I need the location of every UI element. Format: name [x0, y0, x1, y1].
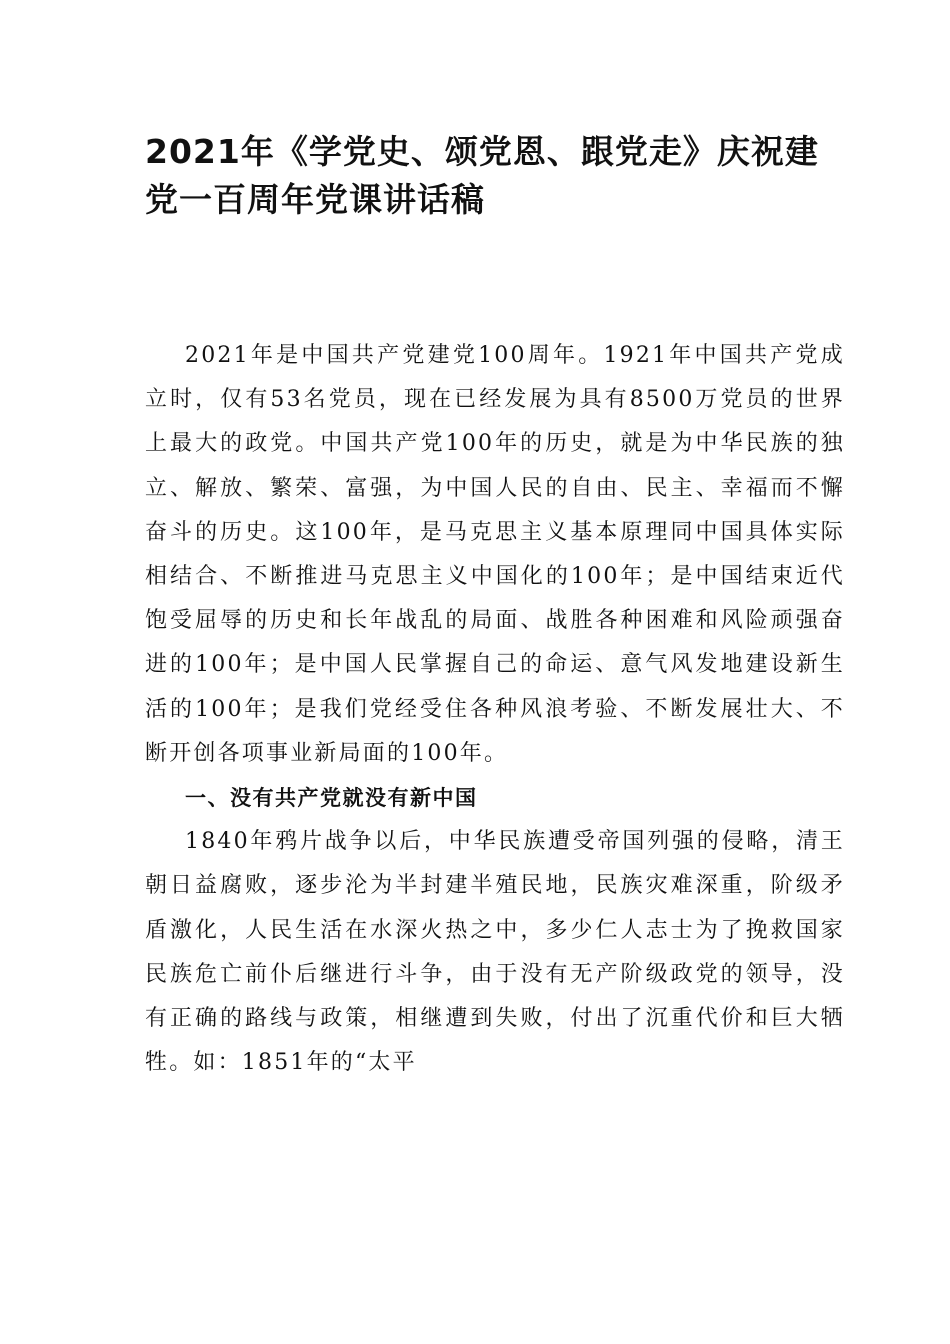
document-title: 2021年《学党史、颂党恩、跟党走》庆祝建党一百周年党课讲话稿 [145, 132, 819, 219]
intro-paragraph: 2021年是中国共产党建党100周年。1921年中国共产党成立时，仅有53名党员，现在已经发展为具有8500万党员的世界上最大的政党。中国共产党100年的历史，就是为中华民族的独立、解放、繁荣、富强，为中国人民的自由、民主、幸福而不懈奋斗的历史。这100年，是马克思主义基本原理同中国具体实际相结合、不断推进马克思主义中国化的100年；是中国结束近代饱受屈辱的历史和长年战乱的局面、战胜各种困难和风险顽强奋进的100年；是中国人民掌握自己的命运、意气风发地建设新生活的100年；是我们党经受住各种风浪考验、不断发展壮大、不断开创各项事业新局面的100年。 [145, 343, 845, 766]
section-heading: 一、没有共产党就没有新中国 [185, 786, 478, 811]
document-body [145, 334, 845, 1085]
section-paragraph: 1840年鸦片战争以后，中华民族遭受帝国列强的侵略，清王朝日益腐败，逐步沦为半封建半殖民地，民族灾难深重，阶级矛盾激化，人民生活在水深火热之中，多少仁人志士为了挽救国家民族危亡前仆后继进行斗争，由于没有无产阶级政党的领导，没有正确的路线与政策，相继遭到失败，付出了沉重代价和巨大牺牲。如：1851年的“太平 [145, 829, 845, 1076]
